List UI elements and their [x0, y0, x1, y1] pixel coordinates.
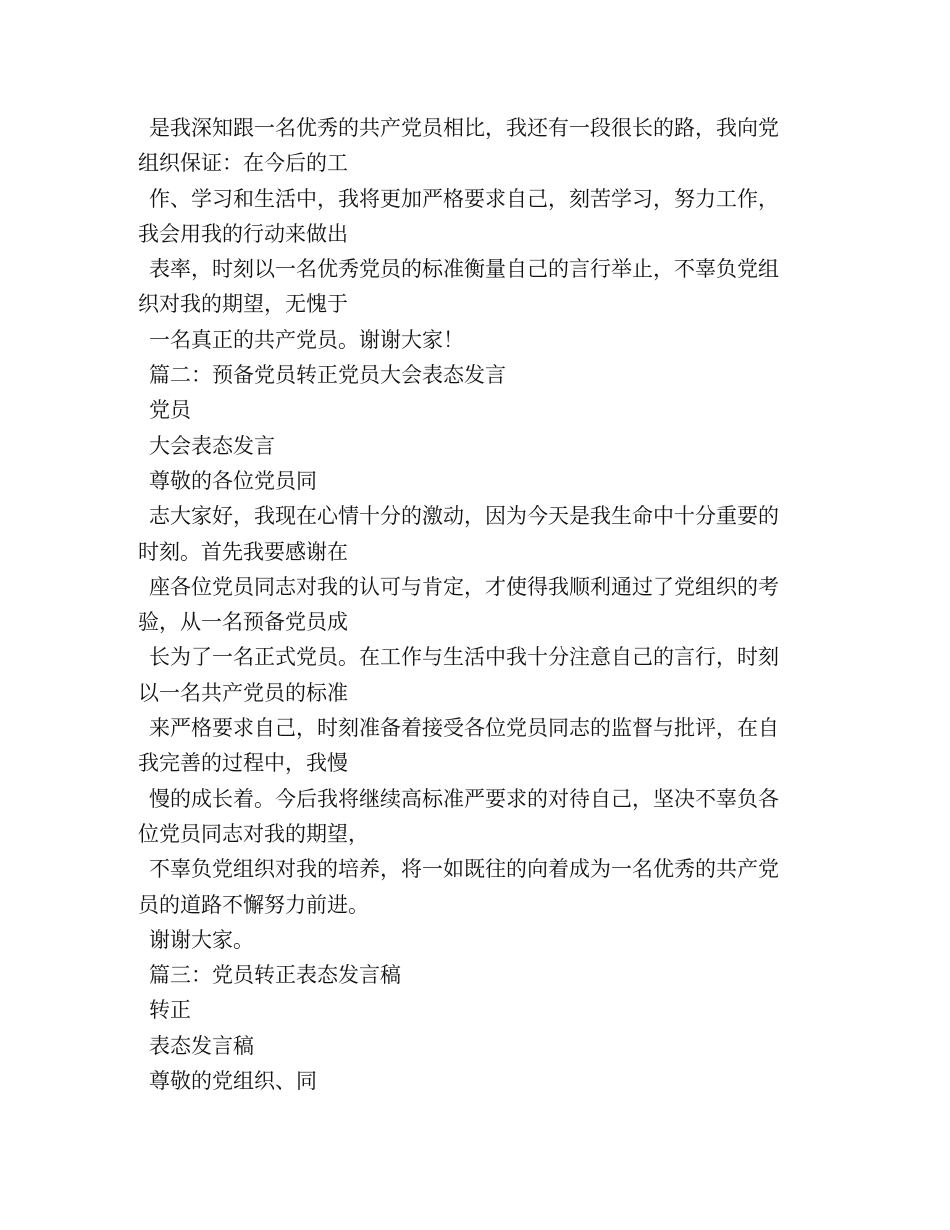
text-line: 志大家好，我现在心情十分的激动，因为今天是我生命中十分重要的 [149, 504, 779, 529]
text-line: 尊敬的党组织、同 [149, 1069, 317, 1094]
text-line: 织对我的期望，无愧于 [138, 292, 348, 317]
text-line: 大会表态发言 [149, 433, 275, 458]
text-line: 时刻。首先我要感谢在 [138, 539, 348, 564]
text-line: 座各位党员同志对我的认可与肯定，才使得我顺利通过了党组织的考 [149, 574, 779, 599]
section-heading: 篇二：预备党员转正党员大会表态发言 [149, 363, 506, 388]
text-line: 党员 [149, 398, 191, 423]
text-line: 我完善的过程中，我慢 [138, 751, 348, 776]
text-line: 组织保证：在今后的工 [138, 151, 348, 176]
text-line: 员的道路不懈努力前进。 [138, 892, 369, 917]
text-line: 谢谢大家。 [149, 927, 254, 952]
text-line: 不辜负党组织对我的培养，将一如既往的向着成为一名优秀的共产党 [149, 857, 779, 882]
text-line: 转正 [149, 998, 191, 1023]
text-line: 长为了一名正式党员。在工作与生活中我十分注意自己的言行，时刻 [149, 645, 779, 670]
text-line: 一名真正的共产党员。谢谢大家！ [149, 327, 464, 352]
text-line: 作、学习和生活中，我将更加严格要求自己，刻苦学习，努力工作， [149, 186, 779, 211]
text-line: 验，从一名预备党员成 [138, 610, 348, 635]
text-line: 我会用我的行动来做出 [138, 221, 348, 246]
text-line: 表率，时刻以一名优秀党员的标准衡量自己的言行举止，不辜负党组 [149, 257, 779, 282]
text-line: 表态发言稿 [149, 1033, 254, 1058]
section-heading: 篇三：党员转正表态发言稿 [149, 963, 401, 988]
text-line: 尊敬的各位党员同 [149, 468, 317, 493]
text-line: 是我深知跟一名优秀的共产党员相比，我还有一段很长的路，我向党 [149, 116, 779, 140]
text-line: 慢的成长着。今后我将继续高标准严要求的对待自己，坚决不辜负各 [149, 786, 779, 811]
text-line: 来严格要求自己，时刻准备着接受各位党员同志的监督与批评，在自 [149, 716, 779, 741]
document-body [138, 111, 818, 1099]
text-line: 以一名共产党员的标准 [138, 680, 348, 705]
text-line: 位党员同志对我的期望， [138, 821, 369, 846]
